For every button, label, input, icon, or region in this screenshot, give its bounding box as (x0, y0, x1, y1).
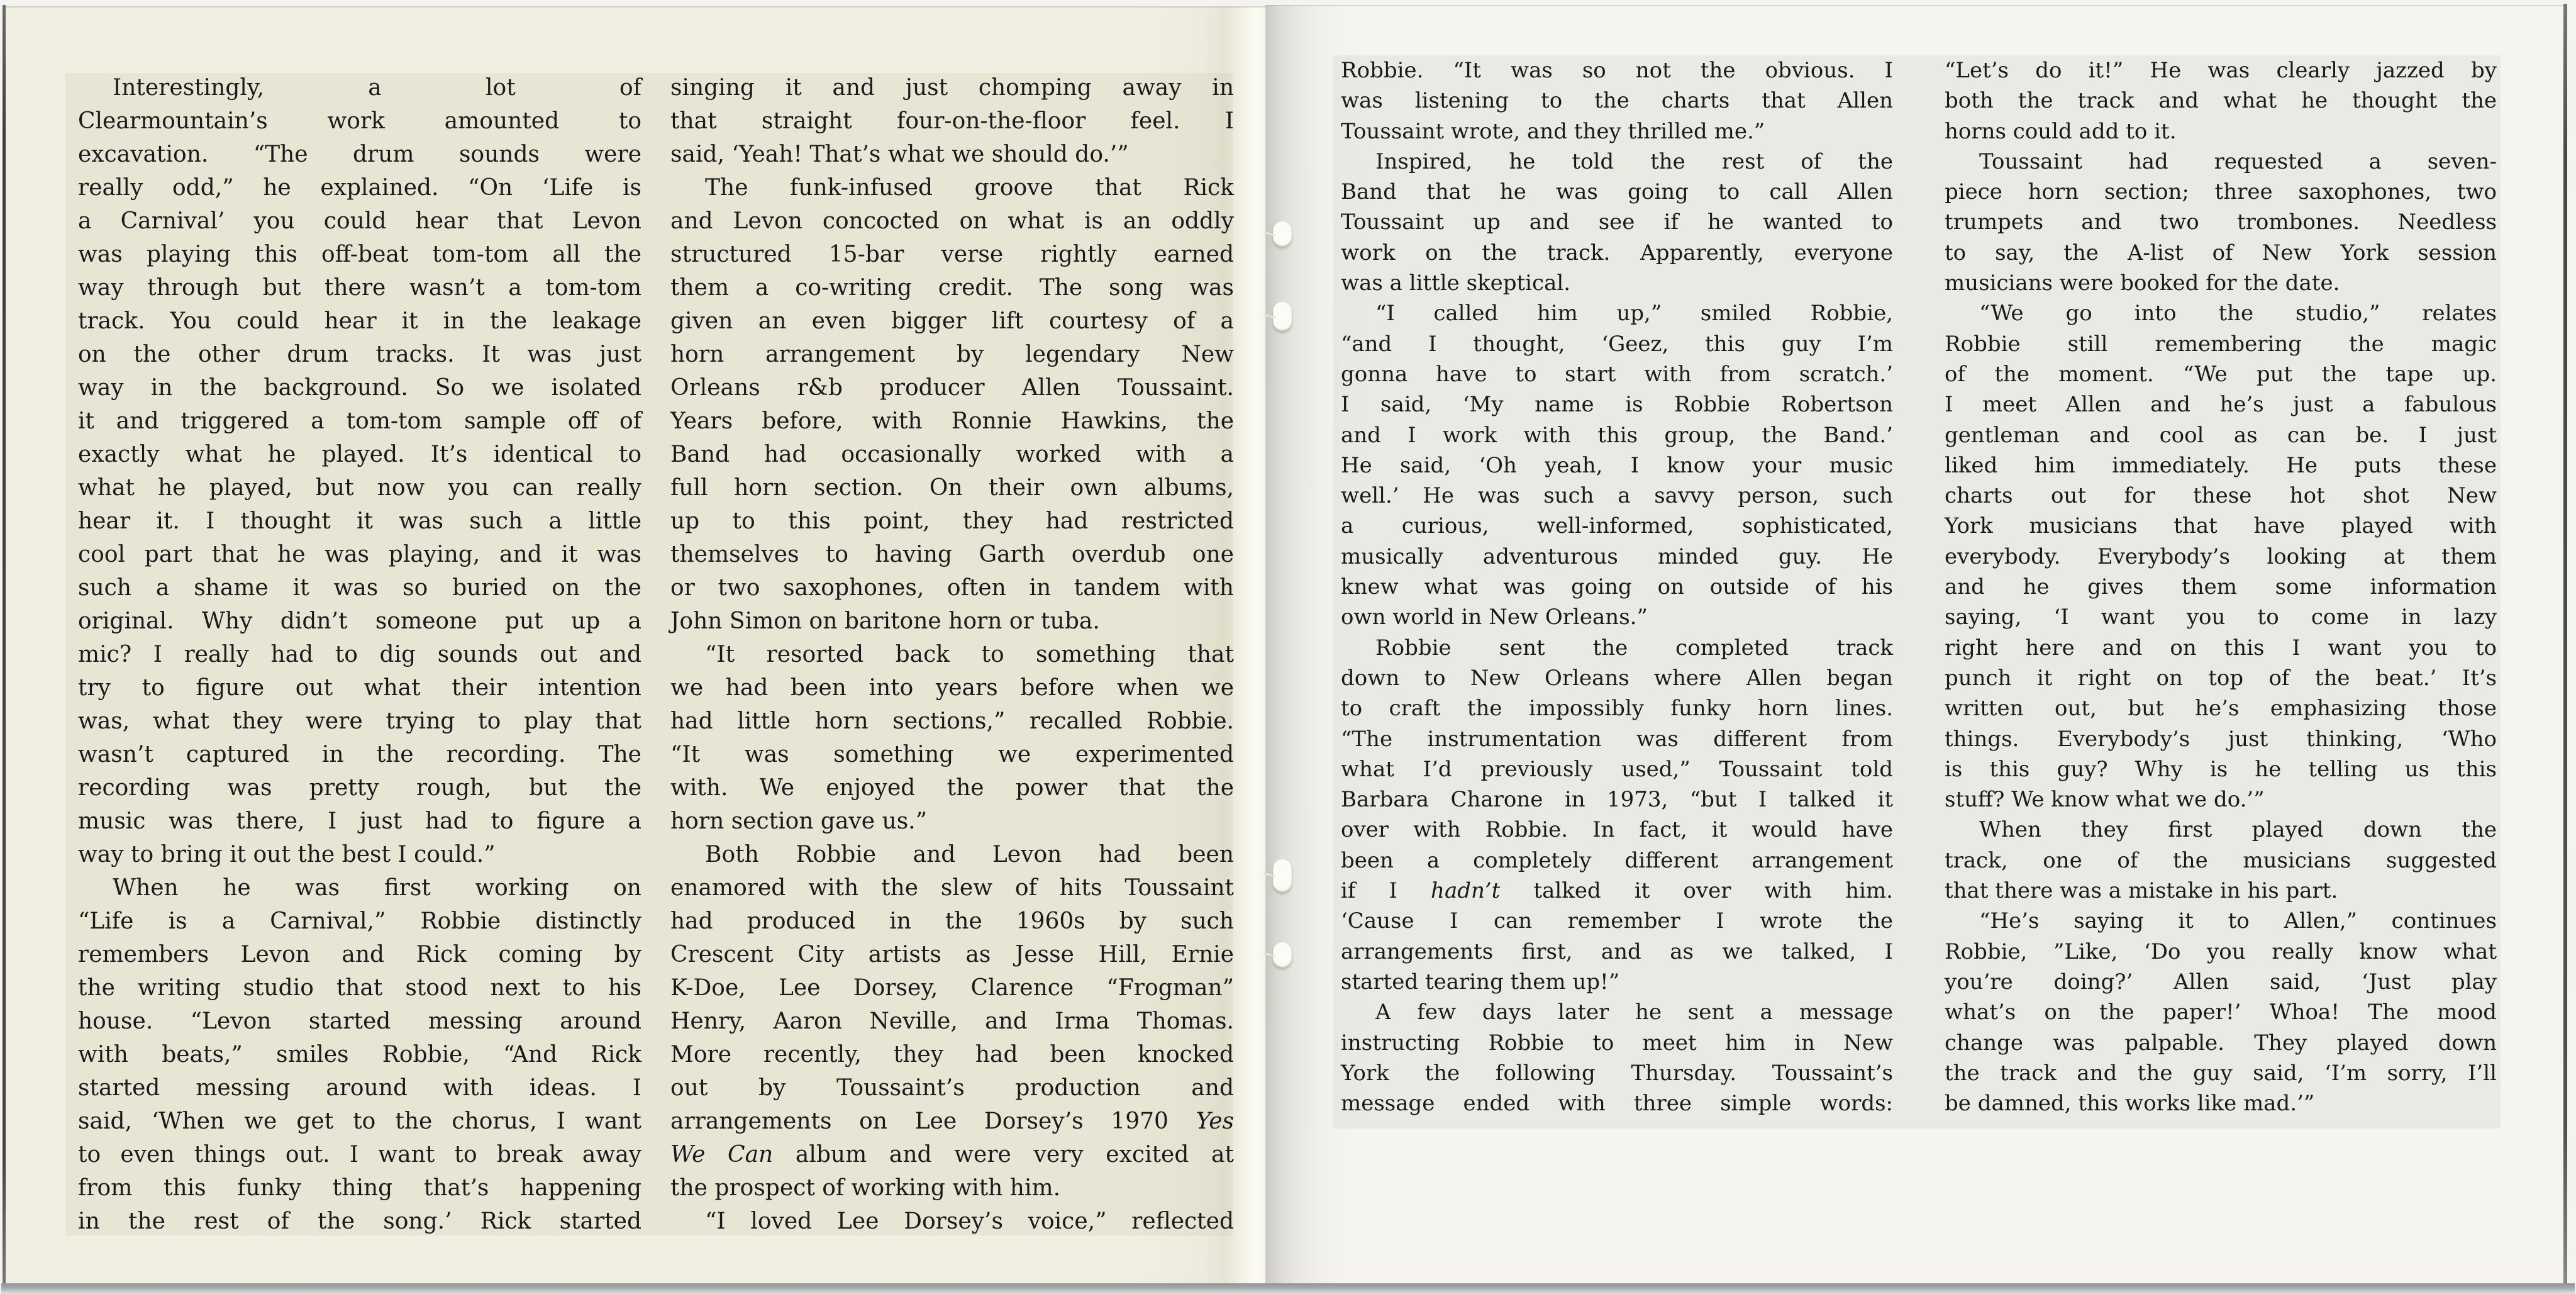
text-line: charts out for these hot shot New (1945, 483, 2497, 509)
stitch-hole (1273, 942, 1292, 968)
text-line: Robbie still remembering the magic (1945, 331, 2497, 357)
text-line: is this guy? Why is he telling us this (1945, 756, 2497, 782)
text-line: track. You could hear it in the leakage (78, 308, 641, 334)
text-line: piece horn section; three saxophones, two (1945, 179, 2497, 205)
text-line: way through but there wasn’t a tom-tom (78, 275, 641, 301)
text-line: Both Robbie and Levon had been (705, 842, 1234, 867)
text-line: We Can album and were very excited at (670, 1142, 1234, 1168)
text-line: was a little skeptical. (1341, 271, 1571, 296)
text-line: musically adventurous minded guy. He (1341, 544, 1893, 569)
text-line: that straight four-on-the-floor feel. I (670, 108, 1234, 134)
text-line: that there was a mistake in his part. (1945, 878, 2338, 904)
text-line: horn arrangement by legendary New (670, 342, 1234, 367)
text-line: what’s on the paper!’ Whoa! The mood (1945, 1000, 2497, 1025)
text-line: Crescent City artists as Jesse Hill, Ernie (670, 942, 1234, 968)
text-line: saying, ‘I want you to come in lazy (1945, 605, 2497, 630)
text-line: it and triggered a tom-tom sample off of (78, 408, 641, 434)
text-column-1 (78, 71, 641, 1238)
text-line: “I called him up,” smiled Robbie, (1375, 301, 1893, 326)
text-line: When they first played down the (1979, 817, 2497, 843)
stitch-hole (1273, 302, 1292, 331)
text-line: When he was first working on (113, 875, 641, 901)
text-line: Band that he was going to call Allen (1341, 179, 1893, 205)
text-line: Inspired, he told the rest of the (1375, 148, 1893, 174)
text-line: Toussaint wrote, and they thrilled me.” (1341, 118, 1765, 144)
text-line: liked him immediately. He puts these (1945, 452, 2497, 478)
text-line: hear it. I thought it was such a little (78, 508, 641, 534)
text-line: the track and the guy said, ‘I’m sorry, I’ll (1945, 1060, 2497, 1086)
text-line: “and I thought, ‘Geez, this guy I’m (1341, 331, 1893, 357)
text-line: horn section gave us.” (670, 808, 928, 834)
text-line: the prospect of working with him. (670, 1175, 1061, 1201)
stitch-hole (1273, 221, 1292, 247)
text-line: to even things out. I want to break away (78, 1142, 641, 1168)
text-line: I meet Allen and he’s just a fabulous (1945, 392, 2497, 418)
text-line: down to New Orleans where Allen began (1341, 665, 1893, 691)
text-line: “The instrumentation was different from (1341, 726, 1893, 752)
text-line: way in the background. So we isolated (78, 375, 641, 401)
text-line: ‘Cause I can remember I wrote the (1341, 908, 1893, 934)
text-line: everybody. Everybody’s looking at them (1945, 544, 2497, 569)
text-line: Toussaint had requested a seven- (1979, 148, 2497, 174)
text-line: Robbie, ”Like, ‘Do you really know what (1945, 939, 2497, 964)
text-line: to say, the A-list of New York session (1945, 240, 2497, 265)
text-line: “Let’s do it!” He was clearly jazzed by (1945, 58, 2497, 83)
text-line: wasn’t captured in the recording. The (78, 742, 641, 767)
text-line: and I work with this group, the Band.’ (1341, 422, 1893, 448)
text-line: original. Why didn’t someone put up a (78, 608, 641, 634)
page-edge-left (3, 5, 6, 1286)
text-line: was playing this off-beat tom-tom all the (78, 242, 641, 267)
text-line: both the track and what he thought the (1945, 88, 2497, 114)
text-line: Interestingly, a lot of (113, 75, 641, 101)
text-line: exactly what he played. It’s identical to (78, 442, 641, 467)
text-line: arrangements on Lee Dorsey’s 1970 Yes (670, 1108, 1234, 1134)
text-line: The funk-infused groove that Rick (705, 175, 1234, 201)
text-line: things. Everybody’s just thinking, ‘Who (1945, 726, 2497, 752)
text-line: Years before, with Ronnie Hawkins, the (670, 408, 1234, 434)
text-line: really odd,” he explained. “On ‘Life is (78, 175, 641, 201)
text-line: had little horn sections,” recalled Robbie. (670, 708, 1234, 734)
text-line: and he gives them some information (1945, 574, 2497, 600)
text-line: way to bring it out the best I could.” (78, 842, 496, 867)
text-line: said, ‘Yeah! That’s what we should do.’” (670, 142, 1129, 167)
text-line: them a co-writing credit. The song was (670, 275, 1234, 301)
text-line: you’re doing?’ Allen said, ‘Just play (1945, 969, 2497, 995)
text-line: More recently, they had been knocked (670, 1042, 1234, 1068)
text-line: was listening to the charts that Allen (1341, 88, 1893, 114)
text-line: out by Toussaint’s production and (670, 1075, 1234, 1101)
text-line: musicians were booked for the date. (1945, 271, 2340, 296)
text-line: said, ‘When we get to the chorus, I want (78, 1108, 641, 1134)
text-line: stuff? We know what we do.’” (1945, 787, 2265, 813)
text-line: horns could add to it. (1945, 118, 2177, 144)
text-line: “We go into the studio,” relates (1979, 301, 2497, 326)
text-line: K-Doe, Lee Dorsey, Clarence “Frogman” (670, 975, 1234, 1001)
text-column-3 (1341, 55, 1893, 1118)
page-edge-right (2563, 4, 2567, 1286)
text-line: started tearing them up!” (1341, 969, 1620, 995)
text-line: music was there, I just had to figure a (78, 808, 641, 834)
text-line: in the rest of the song.’ Rick started (78, 1208, 641, 1234)
text-line: Robbie sent the completed track (1375, 635, 1893, 661)
text-line: of the moment. “We put the tape up. (1945, 361, 2497, 387)
text-line: “It was something we experimented (670, 742, 1234, 767)
text-line: own world in New Orleans.” (1341, 605, 1648, 630)
text-line: right here and on this I want you to (1945, 635, 2497, 661)
text-line: knew what was going on outside of his (1341, 574, 1893, 600)
text-line: what he played, but now you can really (78, 475, 641, 501)
text-line: what I’d previously used,” Toussaint told (1341, 756, 1893, 782)
text-line: a curious, well-informed, sophisticated, (1341, 513, 1893, 539)
text-line: gonna have to start with from scratch.’ (1341, 361, 1893, 387)
text-line: mic? I really had to dig sounds out and (78, 642, 641, 667)
text-line: “He’s saying it to Allen,” continues (1979, 908, 2497, 934)
text-line: over with Robbie. In fact, it would have (1341, 817, 1893, 843)
text-line: He said, ‘Oh yeah, I know your music (1341, 452, 1893, 478)
text-line: Barbara Charone in 1973, “but I talked it (1341, 787, 1893, 813)
text-line: had produced in the 1960s by such (670, 908, 1234, 934)
stitch-hole (1273, 859, 1292, 892)
text-column-4 (1945, 55, 2497, 1118)
text-line: written out, but he’s emphasizing those (1945, 696, 2497, 722)
text-line: punch it right on top of the beat.’ It’s (1945, 665, 2497, 691)
text-line: was, what they were trying to play that (78, 708, 641, 734)
text-line: trumpets and two trombones. Needless (1945, 209, 2497, 235)
text-line: from this funky thing that’s happening (78, 1175, 641, 1201)
text-line: enamored with the slew of hits Toussaint (670, 875, 1234, 901)
text-line: York musicians that have played with (1945, 513, 2497, 539)
text-line: house. “Levon started messing around (78, 1008, 641, 1034)
text-line: York the following Thursday. Toussaint’s (1341, 1060, 1893, 1086)
text-line: the writing studio that stood next to his (78, 975, 641, 1001)
text-line: be damned, this works like mad.’” (1945, 1091, 2315, 1117)
text-line: well.’ He was such a savvy person, such (1341, 483, 1893, 509)
text-line: Orleans r&b producer Allen Toussaint. (670, 375, 1234, 401)
text-line: Henry, Aaron Neville, and Irma Thomas. (670, 1008, 1234, 1034)
text-line: A few days later he sent a message (1375, 1000, 1893, 1025)
text-line: been a completely different arrangement (1341, 847, 1893, 873)
text-line: or two saxophones, often in tandem with (670, 575, 1234, 601)
text-line: a Carnival’ you could hear that Levon (78, 208, 641, 234)
text-line: message ended with three simple words: (1341, 1091, 1893, 1117)
text-line: with beats,” smiles Robbie, “And Rick (78, 1042, 641, 1068)
text-line: given an even bigger lift courtesy of a (670, 308, 1234, 334)
text-line: if I hadn’t talked it over with him. (1341, 878, 1893, 904)
text-line: “I loved Lee Dorsey’s voice,” reflected (705, 1208, 1234, 1234)
text-line: Toussaint up and see if he wanted to (1341, 209, 1893, 235)
text-line: instructing Robbie to meet him in New (1341, 1030, 1893, 1056)
text-line: gentleman and cool as can be. I just (1945, 422, 2497, 448)
text-line: Robbie. “It was so not the obvious. I (1341, 58, 1893, 83)
text-line: up to this point, they had restricted (670, 508, 1234, 534)
text-line: singing it and just chomping away in (670, 75, 1234, 101)
text-line: “It resorted back to something that (705, 642, 1234, 667)
text-line: with. We enjoyed the power that the (670, 775, 1234, 801)
text-line: track, one of the musicians suggested (1945, 847, 2497, 873)
text-line: Band had occasionally worked with a (670, 442, 1234, 467)
text-line: remembers Levon and Rick coming by (78, 942, 641, 968)
text-line: arrangements first, and as we talked, I (1341, 939, 1893, 964)
text-column-2 (670, 71, 1234, 1238)
text-line: to craft the impossibly funky horn lines. (1341, 696, 1893, 722)
text-line: recording was pretty rough, but the (78, 775, 641, 801)
text-line: Clearmountain’s work amounted to (78, 108, 641, 134)
text-line: started messing around with ideas. I (78, 1075, 641, 1101)
text-line: work on the track. Apparently, everyone (1341, 240, 1893, 265)
text-line: change was palpable. They played down (1945, 1030, 2497, 1056)
bottom-page-shadow (1, 1283, 2575, 1294)
text-line: on the other drum tracks. It was just (78, 342, 641, 367)
text-line: John Simon on baritone horn or tuba. (670, 608, 1100, 634)
text-line: cool part that he was playing, and it was (78, 542, 641, 567)
text-line: such a shame it was so buried on the (78, 575, 641, 601)
text-line: “Life is a Carnival,” Robbie distinctly (78, 908, 641, 934)
text-line: excavation. “The drum sounds were (78, 142, 641, 167)
text-line: and Levon concocted on what is an oddly (670, 208, 1234, 234)
text-line: themselves to having Garth overdub one (670, 542, 1234, 567)
text-line: try to figure out what their intention (78, 675, 641, 701)
text-line: I said, ‘My name is Robbie Robertson (1341, 392, 1893, 418)
text-line: structured 15-bar verse rightly earned (670, 242, 1234, 267)
text-line: we had been into years before when we (670, 675, 1234, 701)
text-line: full horn section. On their own albums, (670, 475, 1234, 501)
